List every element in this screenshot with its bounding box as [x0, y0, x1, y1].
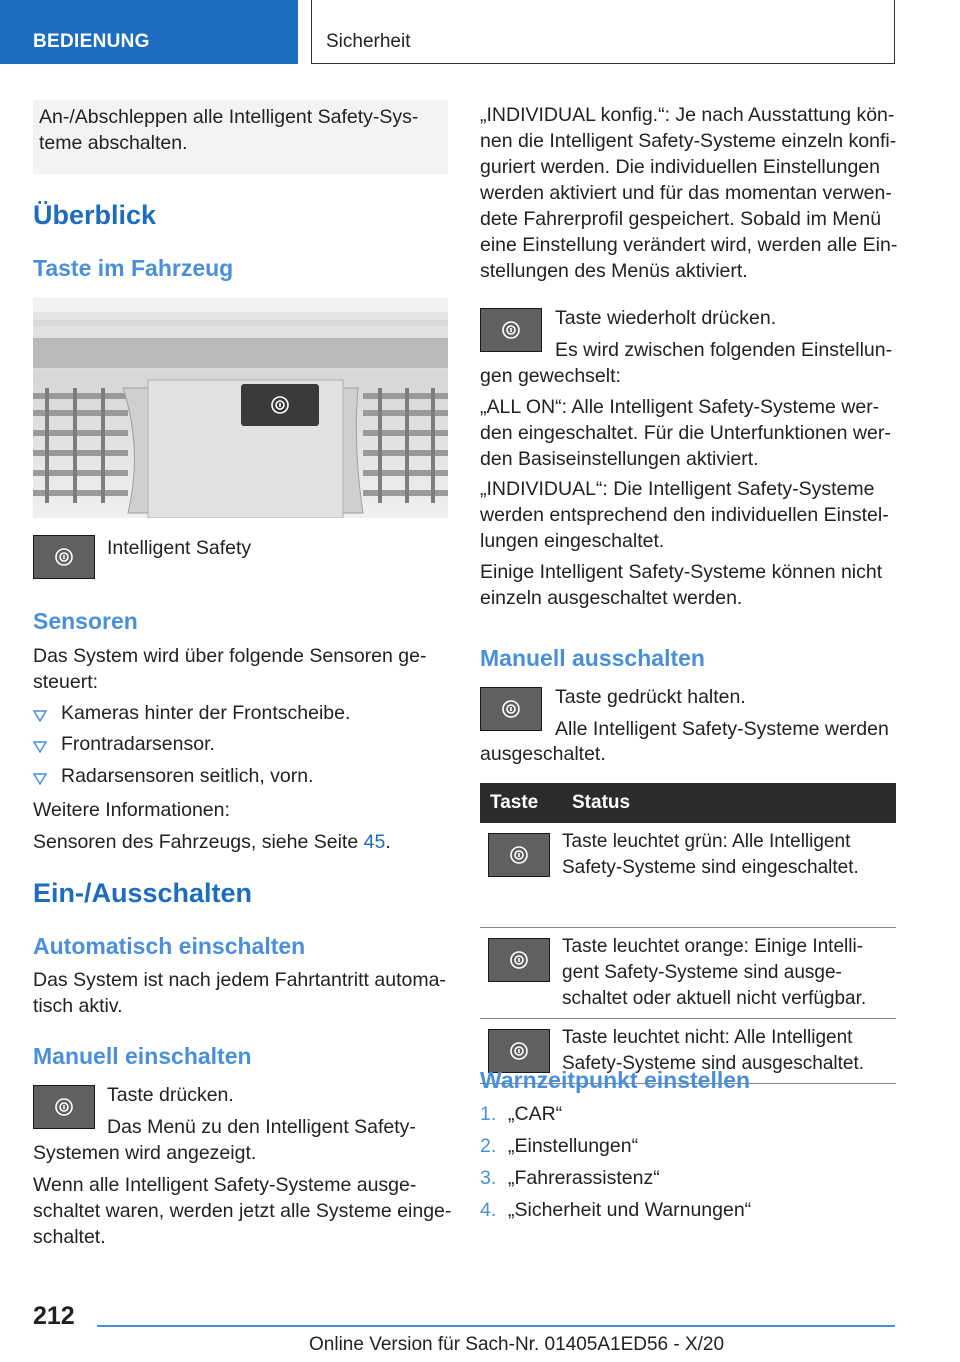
- manual-on-6: schaltet.: [33, 1226, 106, 1248]
- table-row: [480, 927, 896, 1018]
- manual-on-1: Taste drücken.: [107, 1084, 234, 1106]
- more-info: Weitere Informationen:: [33, 799, 230, 821]
- section-tab: [0, 0, 298, 64]
- heading-on-off: Ein-/Ausschalten: [33, 878, 253, 908]
- note-box: [33, 100, 448, 174]
- indiv-line-7: stellungen des Menüs aktiviert.: [480, 260, 748, 282]
- footer-divider: [97, 1325, 895, 1327]
- chapter-title: Sicherheit: [326, 31, 411, 52]
- allon-line-2: den eingeschaltet. Für die Unterfunktionen wer-: [480, 422, 891, 444]
- note-line-2: teme abschalten.: [39, 132, 188, 154]
- repeat-2: Es wird zwischen folgenden Einstellun-: [555, 339, 893, 361]
- status-line: Safety-Systeme sind ausgeschaltet.: [562, 1052, 865, 1074]
- table-header-row: [480, 783, 896, 823]
- individual-line-3: lungen eingeschaltet.: [480, 530, 665, 552]
- step-text: „Sicherheit und Warnungen“: [508, 1199, 752, 1221]
- auto-line-1: Das System ist nach jedem Fahrtantritt automa-: [33, 969, 446, 991]
- footer-version: Online Version für Sach-Nr. 01405A1ED56 - X/20: [309, 1334, 725, 1355]
- allon-line-3: den Basiseinstellungen aktiviert.: [480, 448, 759, 470]
- indiv-line-4: werden aktiviert und für das momentan verwen-: [480, 182, 892, 204]
- sensors-ref-end: .: [385, 831, 391, 853]
- indiv-line-3: guriert werden. Die individuellen Einstellungen: [480, 156, 880, 178]
- page-number: 212: [33, 1302, 75, 1330]
- manual-off-2: Alle Intelligent Safety-Systeme werden: [555, 718, 889, 740]
- repeat-1: Taste wiederholt drücken.: [555, 307, 777, 329]
- auto-line-2: tisch aktiv.: [33, 995, 123, 1017]
- some-line-2: einzeln ausgeschaltet werden.: [480, 587, 743, 609]
- indiv-line-6: eine Einstellung verändert wird, werden alle Ein-: [480, 234, 898, 256]
- step-number: 4.: [480, 1199, 497, 1221]
- status-table: [480, 783, 896, 1084]
- step-number: 1.: [480, 1103, 497, 1125]
- status-line: Taste leuchtet nicht: Alle Intelligent: [562, 1026, 853, 1048]
- step-number: 3.: [480, 1167, 497, 1189]
- intelligent-safety-icon: [488, 1029, 550, 1073]
- allon-line-1: „ALL ON“: Alle Intelligent Safety-Systeme wer-: [480, 396, 880, 418]
- heading-manual-on: Manuell einschalten: [33, 1043, 252, 1069]
- section-title: BEDIENUNG: [33, 31, 150, 52]
- heading-overview: Überblick: [33, 200, 157, 230]
- status-line: gent Safety-Systeme sind ausge-: [562, 961, 842, 983]
- icon-caption: Intelligent Safety: [107, 537, 252, 559]
- vehicle-button-photo: [33, 298, 448, 518]
- note-line-1: An-/Abschleppen alle Intelligent Safety-Sys-: [39, 106, 419, 128]
- step-text: „Einstellungen“: [508, 1135, 639, 1157]
- status-line: Taste leuchtet grün: Alle Intelligent: [562, 831, 851, 852]
- triangle-bullet-icon: [33, 710, 47, 722]
- heading-warning-time: Warnzeitpunkt einstellen: [480, 1067, 751, 1093]
- sensors-intro-1: Das System wird über folgende Sensoren ge-: [33, 645, 427, 667]
- sensors-intro-2: steuert:: [33, 671, 99, 693]
- status-line: schaltet oder aktuell nicht verfügbar.: [562, 987, 867, 1009]
- intelligent-safety-icon: [480, 308, 542, 352]
- sensor-item: Kameras hinter der Frontscheibe.: [61, 702, 351, 724]
- repeat-3: gen gewechselt:: [480, 365, 621, 387]
- chapter-tab: [311, 0, 895, 64]
- indiv-line-2: nen die Intelligent Safety-Systeme einzeln konfi-: [480, 130, 897, 152]
- step-text: „Fahrerassistenz“: [508, 1167, 660, 1189]
- page-link-45[interactable]: 45: [363, 831, 386, 853]
- sensors-reference: [33, 829, 391, 855]
- sensor-item: Frontradarsensor.: [61, 733, 215, 755]
- intelligent-safety-icon: [488, 938, 550, 982]
- status-line: Safety-Systeme sind eingeschaltet.: [562, 857, 859, 878]
- individual-line-2: werden entsprechend den individuellen Einstel-: [480, 504, 889, 526]
- intelligent-safety-icon: [480, 687, 542, 731]
- manual-on-4: Wenn alle Intelligent Safety-Systeme ausge-: [33, 1174, 417, 1196]
- status-line: Taste leuchtet orange: Einige Intelli-: [562, 935, 864, 957]
- col-header-button: Taste: [480, 783, 562, 823]
- table-row: [480, 823, 896, 927]
- step-text: „CAR“: [508, 1103, 563, 1125]
- sensor-item: Radarsensoren seitlich, vorn.: [61, 765, 314, 787]
- heading-button-in-vehicle: Taste im Fahrzeug: [33, 255, 234, 281]
- dashboard-illustration: [33, 298, 448, 518]
- heading-auto-on: Automatisch einschalten: [33, 933, 306, 959]
- some-line-1: Einige Intelligent Safety-Systeme können nicht: [480, 561, 883, 583]
- intelligent-safety-icon: [33, 535, 95, 579]
- step-number: 2.: [480, 1135, 497, 1157]
- heading-sensors: Sensoren: [33, 608, 138, 634]
- manual-off-3: ausgeschaltet.: [480, 743, 606, 765]
- col-header-status: Status: [562, 783, 896, 823]
- indiv-line-1: „INDIVIDUAL konfig.“: Je nach Ausstattung kön-: [480, 104, 895, 126]
- sensors-ref-text: Sensoren des Fahrzeugs, siehe Seite: [33, 831, 364, 853]
- manual-on-3: Systemen wird angezeigt.: [33, 1142, 257, 1164]
- triangle-bullet-icon: [33, 741, 47, 753]
- heading-manual-off: Manuell ausschalten: [480, 645, 705, 671]
- manual-on-5: schaltet waren, werden jetzt alle Systeme einge-: [33, 1200, 452, 1222]
- indiv-line-5: dete Fahrerprofil gespeichert. Sobald im Menü: [480, 208, 882, 230]
- triangle-bullet-icon: [33, 773, 47, 785]
- manual-off-1: Taste gedrückt halten.: [555, 686, 746, 708]
- intelligent-safety-icon: [488, 833, 550, 877]
- intelligent-safety-icon: [33, 1085, 95, 1129]
- individual-line-1: „INDIVIDUAL“: Die Intelligent Safety-Systeme: [480, 478, 875, 500]
- manual-on-2: Das Menü zu den Intelligent Safety-: [107, 1116, 416, 1138]
